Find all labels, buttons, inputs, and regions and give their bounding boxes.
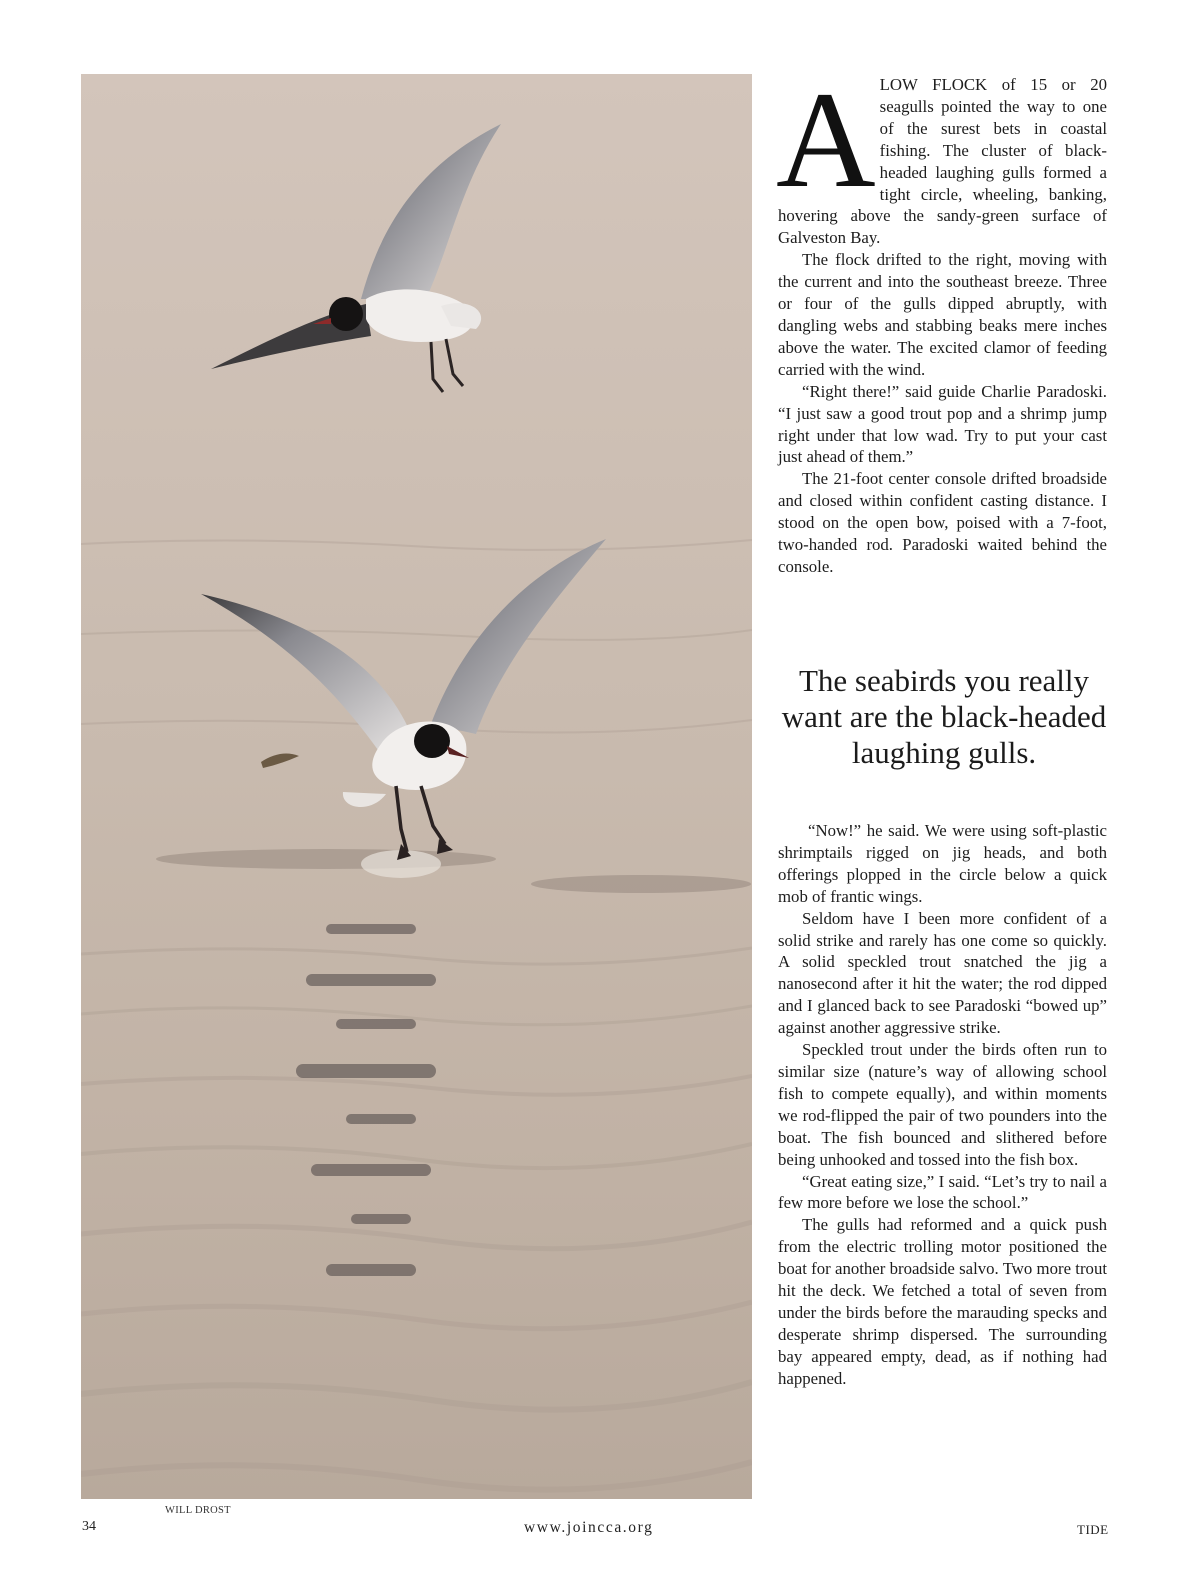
gull-photo xyxy=(81,74,752,1499)
footer-url[interactable]: www.joincca.org xyxy=(524,1519,654,1536)
article-paragraph: “Great eating size,” I said. “Let’s try to nail a few more before we lose the school.” xyxy=(778,1171,1107,1213)
article-paragraph: “Right there!” said guide Charlie Paradoski. “I just saw a good trout pop and a shrimp jump right under that low wad. Try to put your cast just ahead of them.” xyxy=(778,381,1107,467)
drop-cap: A xyxy=(776,63,876,216)
gull-illustration xyxy=(81,74,752,1499)
article-column-top xyxy=(776,63,1107,578)
article-paragraph: The gulls had reformed and a quick push from the electric trolling motor positioned the boat for another broadside salvo. Two more trout hit the deck. We fetched a total of seven from under the birds before the marauding specks and desperate shrimp dispersed. The surrounding bay appeared empty, dead, as if nothing had happened. xyxy=(778,1215,1107,1388)
page-number: 34 xyxy=(82,1519,96,1534)
article-paragraph: “Now!” he said. We were using soft-plastic shrimptails rigged on jig heads, and both offerings plopped in the circle below a quick mob of frantic wings. xyxy=(778,821,1107,906)
article-paragraph: ALOW FLOCK of 15 or 20 seagulls pointed the way to one of the surest bets in coastal fishing. The cluster of black-headed laughing gulls formed a tight circle, wheeling, banking, hovering above the sandy-green surface of Galveston Bay. xyxy=(776,63,1107,248)
magazine-name: TIDE xyxy=(1077,1522,1109,1537)
photo-credit: WILL DROST xyxy=(165,1505,231,1516)
article-paragraph: Seldom have I been more confident of a solid strike and rarely has one come so quickly. A solid speckled trout snatched the jig a nanosecond after it hit the water; the rod dipped and I glanced back to see Paradoski “bowed up” against another aggressive strike. xyxy=(778,908,1107,1038)
pull-quote: The seabirds you really want are the black-headed laughing gulls. xyxy=(781,663,1107,770)
article-paragraph: The 21-foot center console drifted broadside and closed within confident casting distance. I stood on the open bow, poised with a 7-foot, two-handed rod. Paradoski waited behind the console. xyxy=(778,469,1107,576)
article-column-bottom xyxy=(778,820,1107,1390)
article-paragraph: The flock drifted to the right, moving with the current and into the southeast breeze. Three or four of the gulls dipped abruptly, with dangling webs and stabbing beaks mere inches above the water. The excited clamor of feeding carried with the wind. xyxy=(778,250,1107,379)
article-paragraph: Speckled trout under the birds often run to similar size (nature’s way of allowing school fish to compete equally), and within moments we rod-flipped the pair of two pounders into the boat. The fish bounced and slithered before being unhooked and tossed into the fish box. xyxy=(778,1040,1107,1169)
